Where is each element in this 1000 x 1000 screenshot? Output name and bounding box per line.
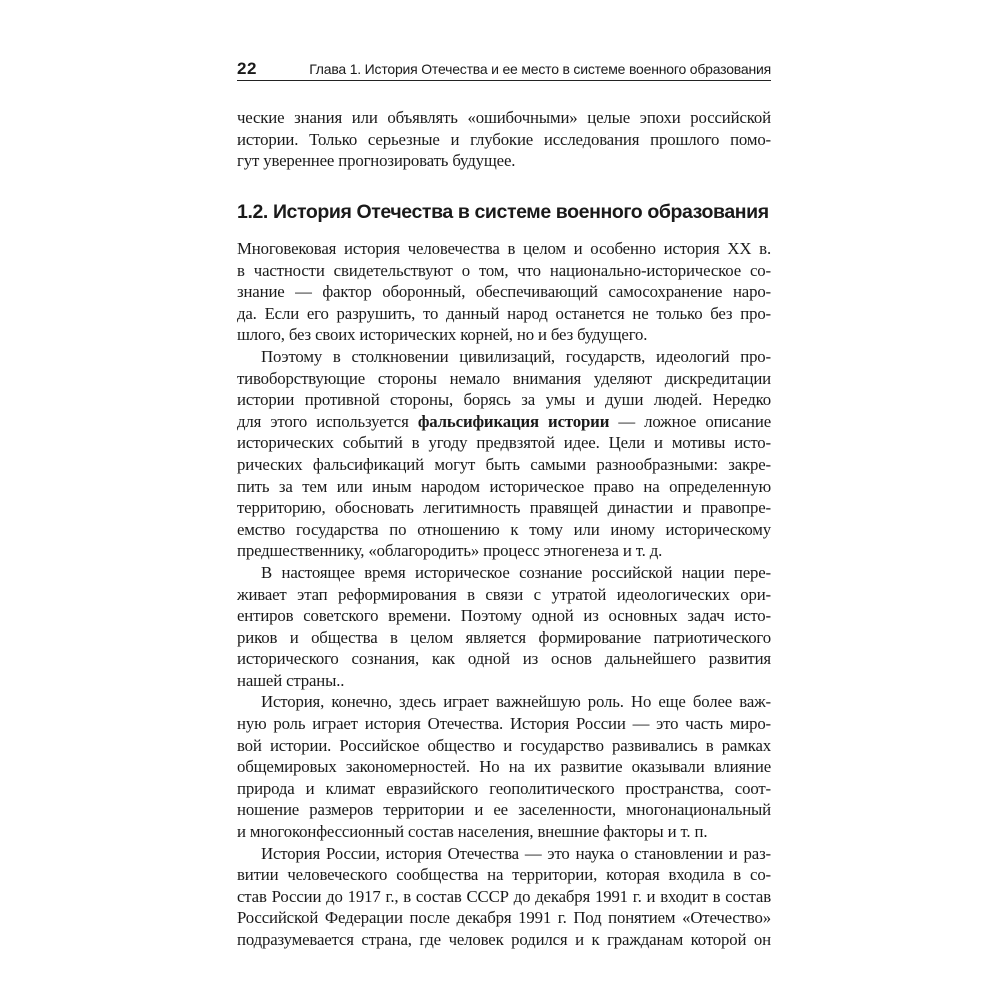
text-line: ную роль играет история Отечества. История России — это часть миро- [237,714,771,734]
text-line: витии человеческого сообщества на территории, которая входила в со- [237,865,771,885]
text-line: подразумевается страна, где человек родился и к гражданам которой он [237,930,771,949]
text-line-with-term [237,411,771,433]
text-line: тивоборствующие стороны немало внимания уделяют дискредитации [237,368,771,388]
text-line: ентиров советского времени. Поэтому одной из основных задач исто- [237,606,771,626]
text-line: ческие знания или объявлять «ошибочными» целые эпохи российской [237,108,771,127]
text-fragment: для этого используется [237,411,418,431]
text-line: исторических событий в угоду предвзятой идее. Цели и мотивы исто- [237,433,771,453]
text-line: знание — фактор оборонный, обеспечивающий самосохранение наро- [237,282,771,302]
text-line: риков и общества в целом является формирование патриотического [237,627,771,647]
paragraph [237,843,771,951]
text-line: территорию, обосновать легитимность правящей династии и правопре- [237,498,771,518]
text-line: общемировых закономерностей. Но на их развитие оказывали влияние [237,757,771,777]
text-line: и многоконфессионный состав населения, внешние факторы и т. п. [237,822,708,842]
paragraph [237,691,771,842]
text-line: Многовековая история человечества в целом и особенно история XX в. [237,239,771,258]
running-head [237,58,771,81]
text-line: нашей страны.. [237,670,345,690]
text-line: став России до 1917 г., в состав СССР до декабря 1991 г. и входит в состав [237,886,771,906]
section-body [237,238,771,951]
bold-term: фальсификация истории [417,411,610,431]
paragraph [237,238,771,346]
text-line: рических фальсификаций могут быть самыми разнообразными: закре- [237,454,771,474]
text-line: Поэтому в столкновении цивилизаций, государств, идеологий про- [261,346,771,366]
text-line: предшественнику, «облагородить» процесс этногенеза и т. д. [237,541,663,561]
text-line: емство государства по отношению к тому или иному историческому [237,519,771,539]
text-line: живает этап реформирования в связи с утратой идеологических ори- [237,584,771,604]
text-line: истории противной стороны, борясь за умы и души людей. Нередко [237,390,771,410]
chapter-title: Глава 1. История Отечества и ее место в системе военного образования [309,61,771,77]
text-line: вой истории. Российское общество и государство развивались в рамках [237,735,771,755]
text-line: в частности свидетельствуют о том, что национально-историческое со- [237,260,771,280]
text-line: ношение размеров территории и ее заселенности, многонациональный [237,800,771,820]
text-line: гут увереннее прогнозировать будущее. [237,151,516,171]
page-number: 22 [237,59,257,78]
text-line: природа и климат евразийского геополитического пространства, соот- [237,778,771,798]
text-line: шлого, без своих исторических корней, но и без будущего. [237,325,648,345]
text-line: В настоящее время историческое сознание российской нации пере- [261,562,771,582]
text-line: истории. Только серьезные и глубокие исследования прошлого помо- [237,129,771,149]
text-line: Российской Федерации после декабря 1991 г. Под понятием «Отечество» [237,908,771,928]
paragraph [237,346,771,562]
text-line: да. Если его разрушить, то данный народ останется не только без про- [237,303,771,323]
section-heading: 1.2. История Отечества в системе военного образования [237,201,769,223]
intro-paragraph [237,107,771,172]
text-line: исторического сознания, как одной из основ дальнейшего развития [237,649,771,669]
paragraph [237,562,771,692]
text-line: пить за тем или иным народом историческое право на определенную [237,476,771,496]
text-line: История России, история Отечества — это наука о становлении и раз- [261,843,771,863]
text-line: История, конечно, здесь играет важнейшую роль. Но еще более важ- [261,692,771,712]
text-fragment: — ложное описание [609,411,771,431]
